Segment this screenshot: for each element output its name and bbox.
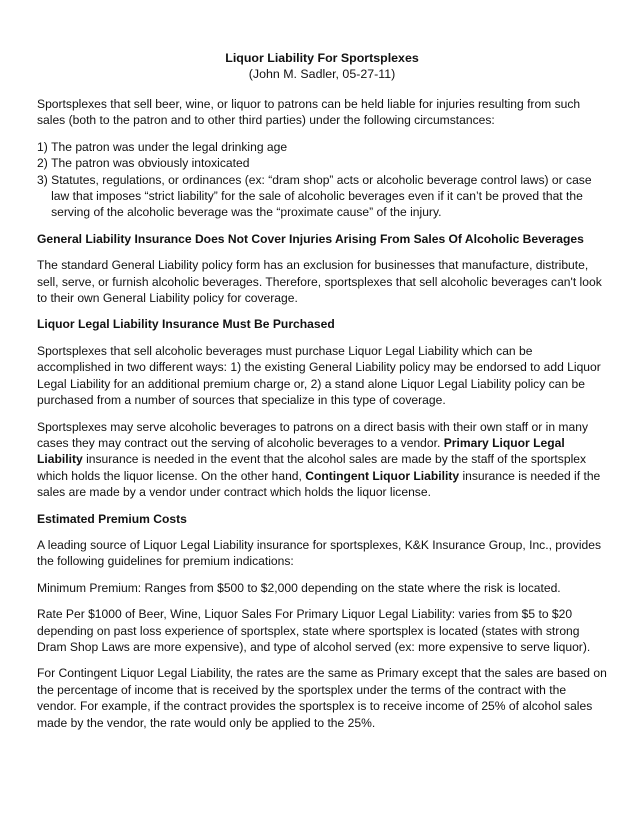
list-item-number: 3) <box>37 172 52 187</box>
liquor-liability-paragraph-1: Sportsplexes that sell alcoholic beverages must purchase Liquor Legal Liability which can be accomplished in two different ways: 1) the existing General Liability policy may be endorsed to add Liquor Legal Liability for an additional premium charge or, 2) a stand alone Liquor Legal Liability policy can be purchased from a number of sources that specialize in this type of coverage. <box>37 343 601 408</box>
document-title: Liquor Liability For Sportsplexes <box>225 51 419 65</box>
list-item-number: 2) <box>37 156 52 171</box>
general-liability-paragraph: The standard General Liability policy form has an exclusion for businesses that manufacture, distribute, sell, serve, or furnish alcoholic beverages. Therefore, sportsplexes that sell alcoholic beverages can't look to their own General Liability policy for coverage. <box>37 258 602 306</box>
text-run: insurance is needed if the sales are made by a vendor under contract which holds the liquor license. <box>37 468 601 500</box>
text-run: insurance is needed in the event that the alcohol sales are made by the staff of the sportsplex which holds the liquor license. On the other hand, <box>37 452 587 483</box>
intro-paragraph: Sportsplexes that sell beer, wine, or liquor to patrons can be held liable for injuries resulting from such sales (both to the patron and to other third parties) under the following circumstances: <box>37 97 581 128</box>
premium-paragraph-4: For Contingent Liquor Legal Liability, the rates are the same as Primary except that the sales are based on the percentage of income that is received by the sportsplex under the terms of the contract with the vendor. For example, if the contract provides the sportsplex is to receive income of 25% of alcohol sales made by the vendor, the rate would only be applied to the 25%. <box>37 666 607 730</box>
list-item-text: The patron was under the legal drinking age <box>51 139 288 154</box>
list-item <box>37 172 607 221</box>
liquor-liability-paragraph-2 <box>37 419 607 501</box>
circumstances-list <box>37 139 607 221</box>
premium-paragraph-1: A leading source of Liquor Legal Liability insurance for sportsplexes, K&K Insurance Group, Inc., provides the following guidelines for premium indications: <box>37 537 602 569</box>
premium-paragraph-3: Rate Per $1000 of Beer, Wine, Liquor Sales For Primary Liquor Legal Liability: varies from $5 to $20 depending on past loss experience of sportsplex, state where sportsplex is located (states with strong Dram Shop Laws are more expensive), and type of alcohol served (ex: more expensive to serve liquor). <box>37 607 591 654</box>
section-heading-premium-costs: Estimated Premium Costs <box>37 511 187 526</box>
contingent-liquor-term: Contingent Liquor Liability <box>305 468 460 483</box>
list-item-text: Statutes, regulations, or ordinances (ex: “dram shop” acts or alcoholic beverage control laws) or case law that imposes “strict liability” for the sale of alcoholic beverages even if it can’t be proved that the serving of the alcoholic beverage was the “proximate cause” of the injury. <box>51 172 592 220</box>
section-heading-liquor-legal-liability: Liquor Legal Liability Insurance Must Be Purchased <box>37 317 335 332</box>
premium-paragraph-2: Minimum Premium: Ranges from $500 to $2,000 depending on the state where the risk is located. <box>37 580 561 595</box>
list-item-number: 1) <box>37 139 52 154</box>
document-subtitle: (John M. Sadler, 05-27-11) <box>248 67 396 81</box>
list-item <box>37 139 607 155</box>
text-run: Sportsplexes may serve alcoholic beverages to patrons on a direct basis with their own staff or in many cases they may contract out the serving of alcoholic beverages to a vendor. <box>37 419 588 450</box>
list-item <box>37 155 607 171</box>
list-item-text: The patron was obviously intoxicated <box>51 156 250 171</box>
document-page <box>37 50 607 741</box>
primary-liquor-term: Primary Liquor Legal Liability <box>37 435 565 467</box>
section-heading-general-liability: General Liability Insurance Does Not Cover Injuries Arising From Sales Of Alcoholic Beverages <box>37 231 584 246</box>
